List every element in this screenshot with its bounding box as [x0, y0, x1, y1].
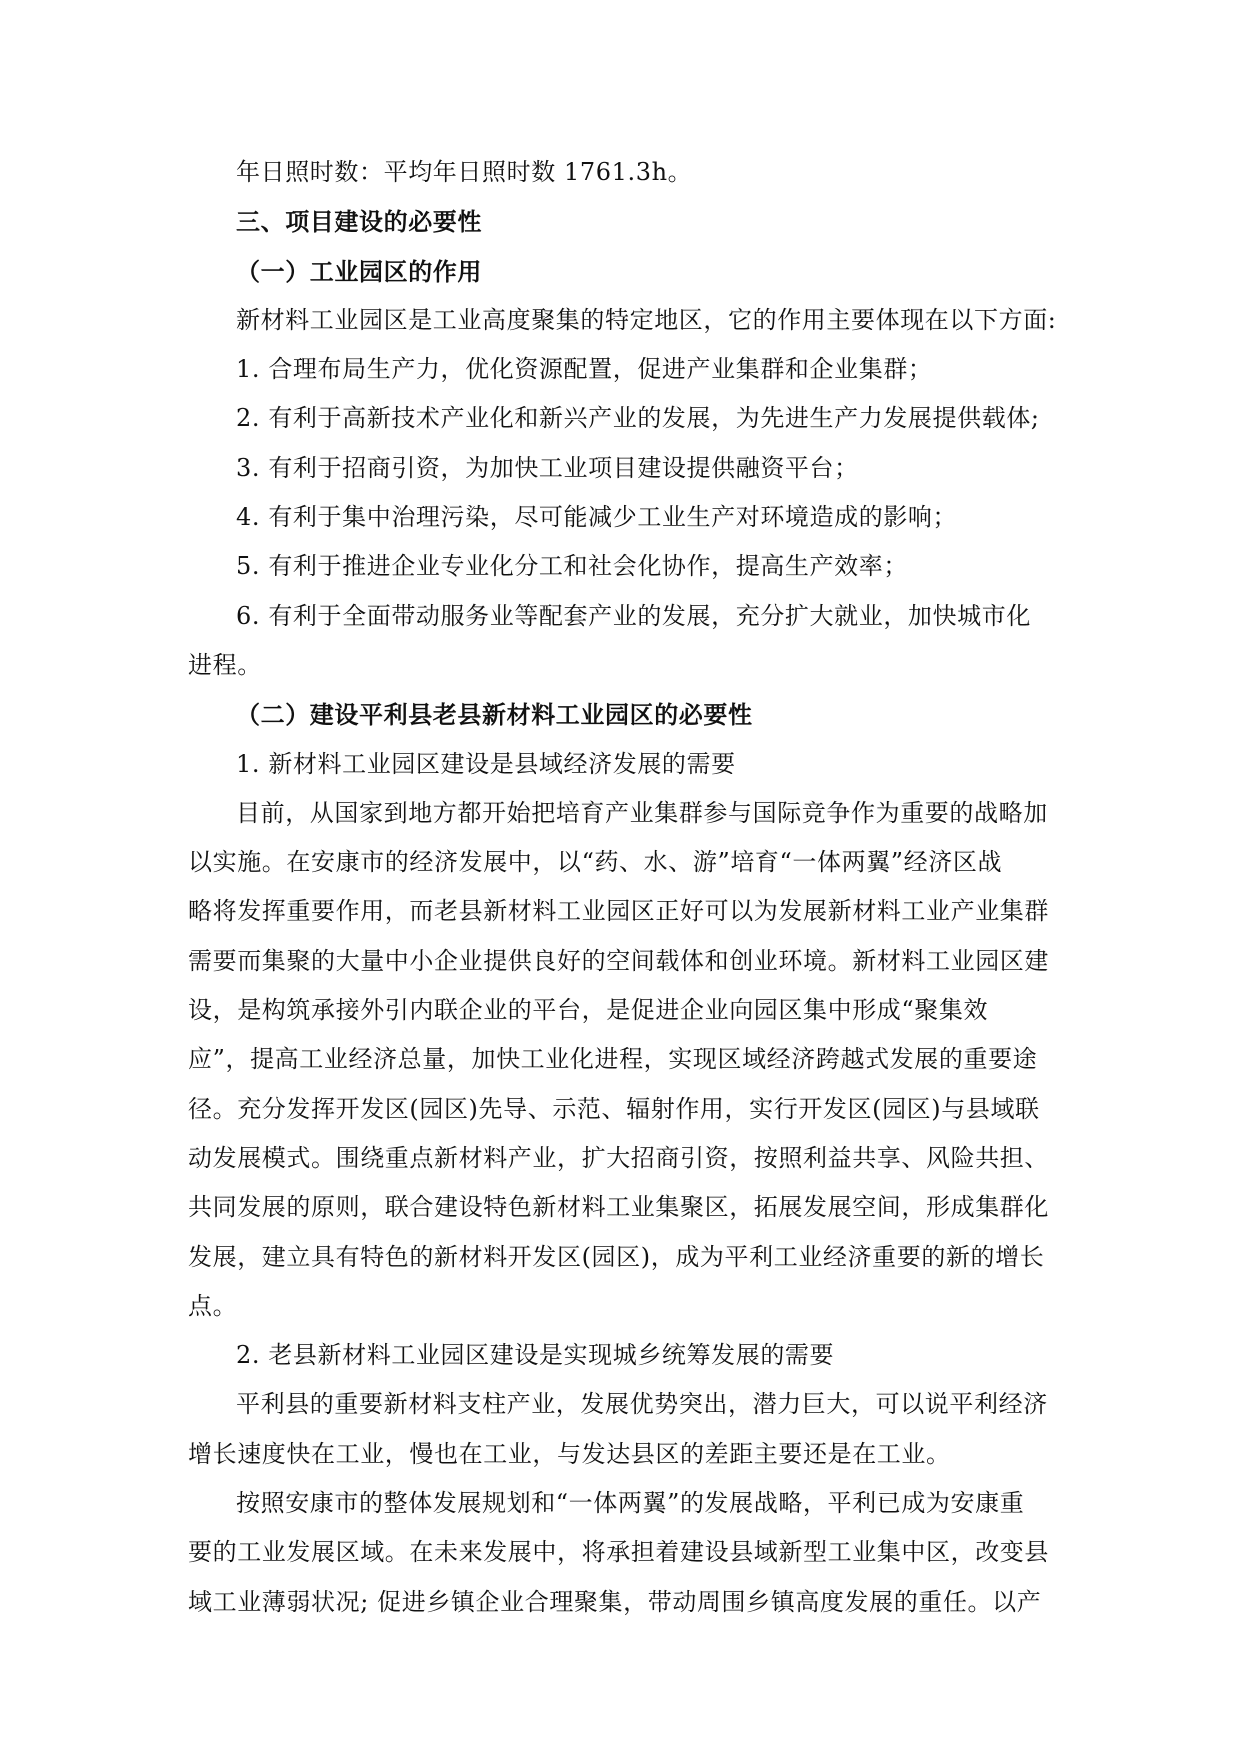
text-line: 2. 老县新材料工业园区建设是实现城乡统筹发展的需要	[236, 1341, 835, 1370]
text-line: 新材料工业园区是工业高度聚集的特定地区，它的作用主要体现在以下方面:	[236, 305, 1057, 334]
text-line: 6. 有利于全面带动服务业等配套产业的发展，充分扩大就业，加快城市化	[236, 601, 1031, 630]
text-line: 1. 合理布局生产力，优化资源配置，促进产业集群和企业集群；	[236, 355, 933, 384]
text-line: 4. 有利于集中治理污染，尽可能减少工业生产对环境造成的影响；	[236, 503, 958, 532]
text-line: 共同发展的原则，联合建设特色新材料工业集聚区，拓展发展空间，形成集群化	[188, 1193, 1049, 1222]
text-line: 5. 有利于推进企业专业化分工和社会化协作，提高生产效率；	[236, 552, 908, 581]
text-line: 3. 有利于招商引资，为加快工业项目建设提供融资平台；	[236, 453, 859, 482]
text-line: 2. 有利于高新技术产业化和新兴产业的发展，为先进生产力发展提供载体;	[236, 404, 1040, 433]
text-line: 动发展模式。围绕重点新材料产业，扩大招商引资，按照利益共享、风险共担、	[188, 1143, 1049, 1172]
text-line: 目前，从国家到地方都开始把培育产业集群参与国际竞争作为重要的战略加	[236, 798, 1048, 827]
text-line: 点。	[188, 1291, 238, 1320]
document-body	[188, 148, 1057, 1627]
section-heading: （一）工业园区的作用	[236, 256, 482, 286]
text-line: 年日照时数：平均年日照时数 1761.3h。	[236, 158, 693, 186]
text-line: 增长速度快在工业，慢也在工业，与发达县区的差距主要还是在工业。	[188, 1439, 951, 1468]
text-line: 1. 新材料工业园区建设是县域经济发展的需要	[236, 749, 736, 778]
text-line: 按照安康市的整体发展规划和“一体两翼”的发展战略，平利已成为安康重	[236, 1489, 1025, 1518]
section-heading: （二）建设平利县老县新材料工业园区的必要性	[236, 700, 753, 730]
text-line: 径。充分发挥开发区(园区)先导、示范、辐射作用，实行开发区(园区)与县域联	[188, 1094, 1040, 1123]
text-line: 发展，建立具有特色的新材料开发区(园区)，成为平利工业经济重要的新的增长	[188, 1242, 1045, 1271]
section-heading: 三、项目建设的必要性	[236, 207, 482, 237]
text-line: 需要而集聚的大量中小企业提供良好的空间载体和创业环境。新材料工业园区建	[188, 946, 1049, 975]
text-line: 进程。	[188, 650, 262, 679]
text-line: 应”，提高工业经济总量，加快工业化进程，实现区域经济跨越式发展的重要途	[188, 1045, 1038, 1074]
text-line: 设，是构筑承接外引内联企业的平台，是促进企业向园区集中形成“聚集效	[188, 996, 989, 1025]
text-line: 要的工业发展区域。在未来发展中，将承担着建设县域新型工业集中区，改变县	[188, 1538, 1049, 1567]
text-line: 略将发挥重要作用，而老县新材料工业园区正好可以为发展新材料工业产业集群	[188, 897, 1049, 926]
text-line: 以实施。在安康市的经济发展中，以“药、水、游”培育“一体两翼”经济区战	[188, 848, 1003, 877]
text-line: 平利县的重要新材料支柱产业，发展优势突出，潜力巨大，可以说平利经济	[236, 1390, 1048, 1419]
text-line: 域工业薄弱状况; 促进乡镇企业合理聚集，带动周围乡镇高度发展的重任。以产	[188, 1587, 1042, 1616]
